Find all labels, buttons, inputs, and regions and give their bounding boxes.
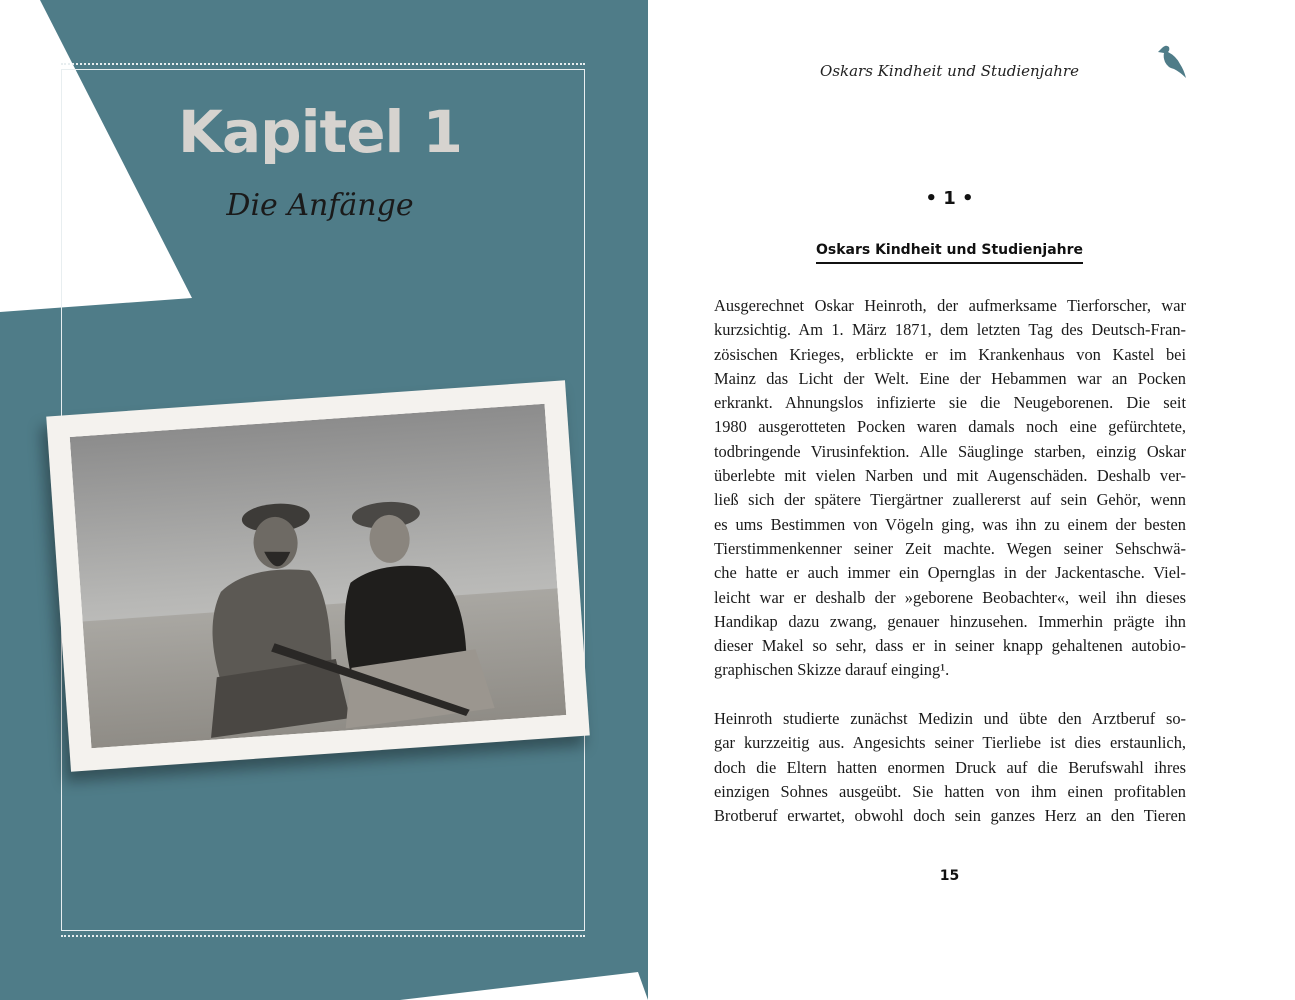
text-line: ließ sich der spätere Tiergärtner zuallererst auf sein Gehör, wenn (714, 490, 1186, 510)
text-line: Tierstimmenkenner seiner Zeit machte. Wegen seiner Sehschwä- (714, 538, 1186, 558)
text-line: einzigen Sohnes ausgeübt. Sie hatten von ihm einen profitablen (714, 781, 1186, 801)
right-page (648, 0, 1295, 1000)
text-line: dieser Makel so sehr, dass er in seiner knapp gehaltenen autobio- (714, 636, 1186, 656)
text-line: Handikap dazu zwang, genauer hinzusehen. Immerhin prägte ihn (714, 611, 1186, 631)
bird-icon (1156, 42, 1190, 80)
text-line: es ums Bestimmen von Vögeln ging, was ihn zu einem der besten (714, 514, 1186, 534)
text-line: Ausgerechnet Oskar Heinroth, der aufmerksame Tierforscher, war (714, 296, 1186, 315)
vintage-photo (46, 380, 590, 771)
vintage-photo-icon (70, 404, 567, 748)
section-title (798, 242, 1101, 258)
text-line: graphischen Skizze darauf einging¹. (714, 660, 950, 680)
section-number: • 1 • (925, 188, 974, 209)
text-line: zösischen Krieges, erblickte er im Krankenhaus von Kastel bei (714, 344, 1186, 364)
running-head: Oskars Kindheit und Studienjahre (820, 62, 1079, 80)
page-number: 15 (939, 868, 960, 884)
text-line: 1980 ausgerotteten Pocken waren damals noch eine gefürchtete, (714, 417, 1186, 437)
text-line: erkrankt. Ahnungslos infizierte sie die Neugeborenen. Die seit (714, 393, 1186, 413)
text-line: überlebte mit vielen Narben und mit Augenschäden. Deshalb ver- (714, 466, 1186, 486)
text-line: kurzsichtig. Am 1. März 1871, dem letzten Tag des Deutsch-Fran- (714, 320, 1186, 340)
chapter-title: Kapitel 1 (178, 98, 462, 166)
paragraph-2 (714, 707, 1186, 828)
text-line: Brotberuf erwartet, obwohl doch sein ganzes Herz an den Tieren (714, 806, 1186, 826)
paragraph-1 (714, 294, 1186, 683)
chapter-subtitle: Die Anfänge (226, 188, 414, 223)
text-line: Mainz das Licht der Welt. Eine der Hebammen war an Pocken (714, 368, 1186, 388)
text-line: doch die Eltern hatten enormen Druck auf die Berufswahl ihres (714, 757, 1186, 777)
text-line: che hatte er auch immer ein Opernglas in der Jackentasche. Viel- (714, 563, 1186, 583)
text-line: leicht war er deshalb der »geborene Beobachter«, weil ihn dieses (714, 587, 1186, 607)
section-title-text: Oskars Kindheit und Studienjahre (816, 242, 1083, 264)
text-line: Heinroth studierte zunächst Medizin und übte den Arztberuf so- (714, 709, 1186, 728)
text-line: todbringende Virusinfektion. Alle Säuglinge starben, einzig Oskar (714, 441, 1186, 461)
text-line: gar kurzzeitig aus. Angesichts seiner Tierliebe ist dies erstaunlich, (714, 733, 1186, 753)
